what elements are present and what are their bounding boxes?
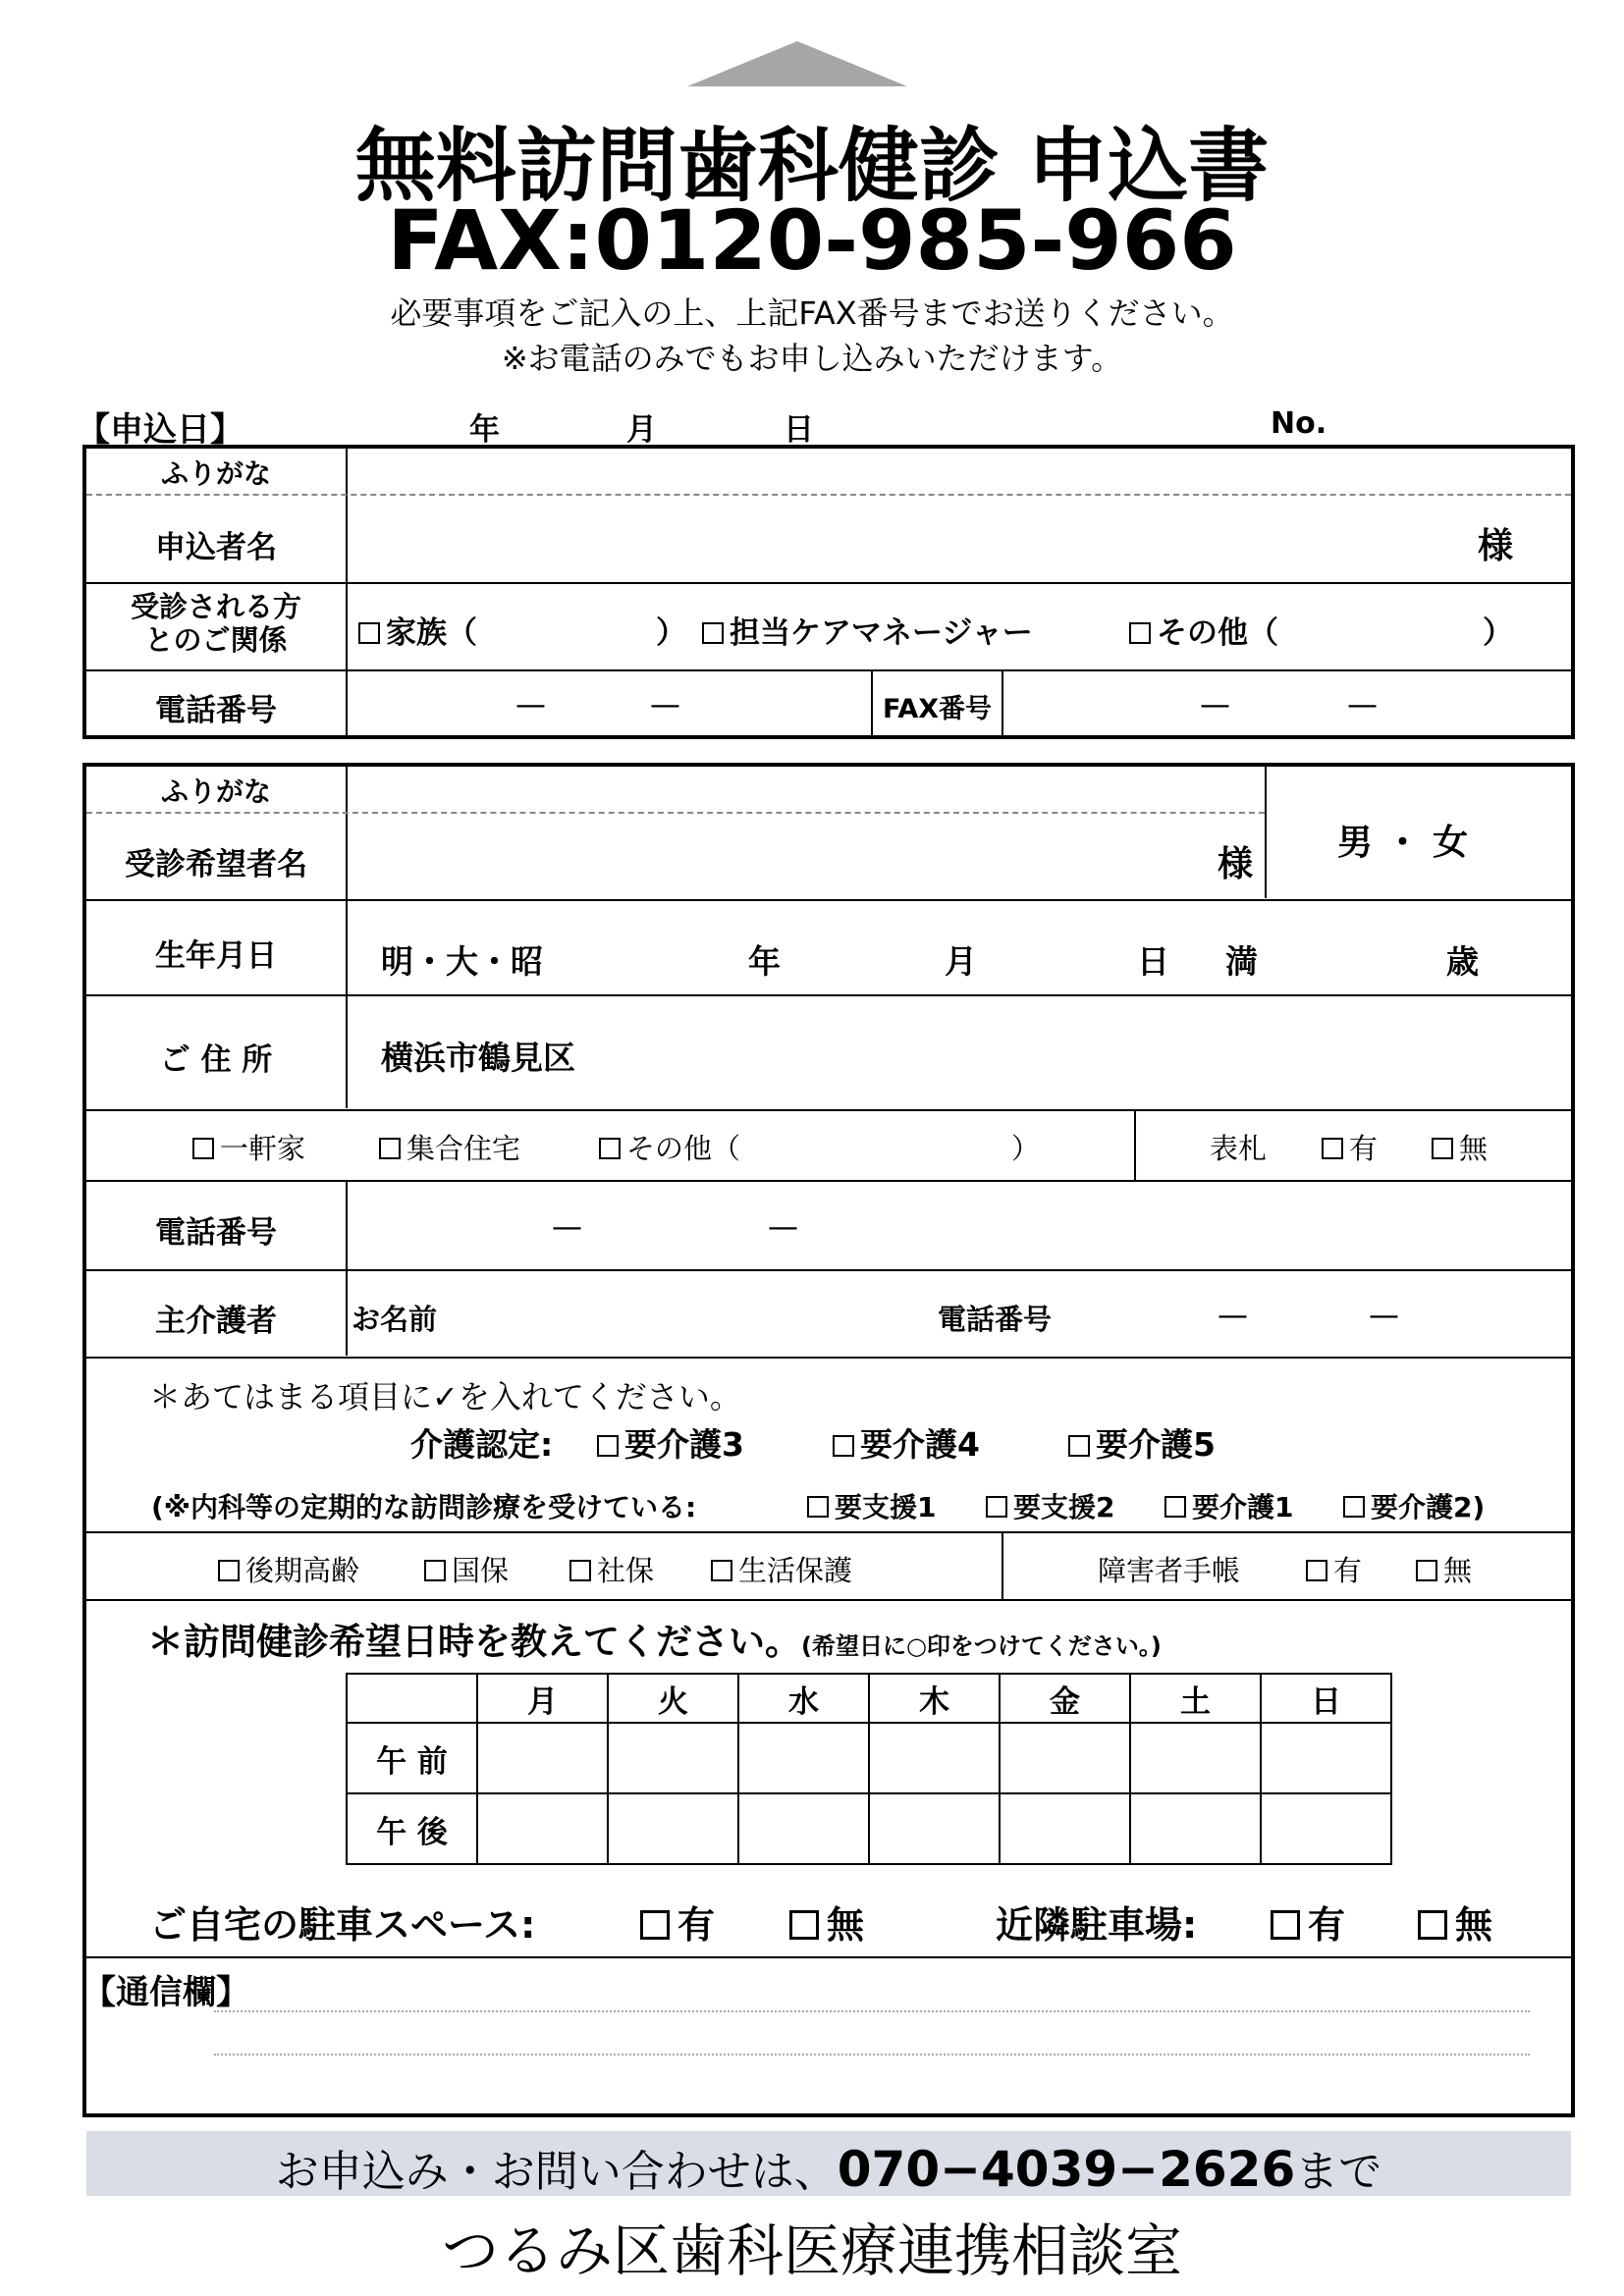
instruction-2: ※お電話のみでもお申し込みいただけます。 (501, 340, 1123, 377)
day-header: 月 (477, 1674, 608, 1723)
schedule-cell[interactable] (1000, 1793, 1130, 1864)
caregiver-phone-label: 電話番号 (938, 1303, 1053, 1336)
checkbox-icon[interactable] (192, 1138, 214, 1159)
patient-sama: 様 (1218, 844, 1254, 884)
kaigo-1[interactable]: 要介護1 (1164, 1486, 1293, 1525)
caregiver-phone-dash-2: — (1369, 1298, 1399, 1333)
relation-family-option[interactable]: 家族（ (358, 608, 477, 652)
checkbox-icon[interactable] (986, 1496, 1007, 1518)
checkbox-icon[interactable] (1306, 1560, 1327, 1581)
care-level-4[interactable]: 要介護4 (833, 1419, 980, 1466)
number-label: No. (1271, 406, 1327, 441)
patient-phone-dash-2: — (768, 1209, 798, 1245)
relation-other-close: ） (1483, 615, 1513, 651)
checkbox-icon[interactable] (424, 1560, 446, 1581)
form-title: 無料訪問歯科健診 申込書 (354, 120, 1270, 213)
birthdate-label: 生年月日 (155, 938, 277, 974)
date-month: 月 (626, 412, 657, 448)
support-1[interactable]: 要支援1 (807, 1486, 936, 1525)
nearby-parking-label: 近隣駐車場: (996, 1903, 1198, 1947)
applicant-sama: 様 (1478, 526, 1514, 566)
schedule-heading: ＊訪問健診希望日時を教えてください。(希望日に○印をつけてください。) (147, 1621, 1162, 1663)
care-level-3[interactable]: 要介護3 (597, 1419, 744, 1466)
schedule-cell[interactable] (1000, 1723, 1130, 1793)
address-label: ご 住 所 (159, 1042, 273, 1078)
patient-name-field[interactable] (353, 817, 1237, 895)
nameplate-label: 表札 (1210, 1132, 1268, 1165)
applicant-fax-dash-2: — (1347, 687, 1378, 722)
schedule-cell[interactable] (869, 1723, 1000, 1793)
home-parking-yes[interactable]: 有 (640, 1895, 715, 1949)
checkbox-icon[interactable] (1164, 1496, 1186, 1518)
schedule-cell[interactable] (477, 1723, 608, 1793)
header-triangle (687, 41, 907, 86)
schedule-cell[interactable] (738, 1723, 869, 1793)
schedule-grid (346, 1673, 1392, 1865)
housing-other-option[interactable]: その他（ (599, 1127, 740, 1167)
gender-options[interactable]: 男 ・ 女 (1337, 823, 1469, 863)
patient-furigana-label: ふりがな (160, 775, 271, 808)
applicant-fax-label: FAX番号 (882, 694, 993, 724)
checkbox-icon[interactable] (1068, 1435, 1090, 1457)
instruction-1: 必要事項をご記入の上、上記FAX番号までお送りください。 (390, 294, 1234, 332)
checkbox-icon[interactable] (379, 1138, 401, 1159)
age-unit: 歳 (1446, 942, 1479, 981)
organization-name: つるみ区歯科医療連携相談室 (441, 2217, 1182, 2284)
insurance-elderly[interactable]: 後期高齢 (218, 1549, 359, 1589)
age-full-label: 満 (1225, 942, 1258, 981)
housing-other-close: ） (1011, 1132, 1041, 1165)
pm-label: 午 後 (347, 1793, 477, 1864)
schedule-cell[interactable] (1130, 1723, 1261, 1793)
nameplate-no[interactable]: 無 (1432, 1127, 1488, 1167)
relation-family-close: ） (656, 615, 686, 651)
care-cert-label: 介護認定: (410, 1425, 554, 1464)
checkbox-icon[interactable] (218, 1560, 240, 1581)
fax-number: FAX:0120-985-966 (387, 192, 1237, 289)
contact-line: お申込み・お問い合わせは、070−4039−2626まで (275, 2141, 1382, 2198)
disability-no[interactable]: 無 (1416, 1549, 1472, 1589)
disability-label: 障害者手帳 (1098, 1554, 1241, 1587)
applicant-phone-dash-2: — (650, 687, 680, 722)
applicant-furigana-label: ふりがな (160, 457, 271, 490)
checkbox-icon[interactable] (1432, 1138, 1453, 1159)
checkbox-icon[interactable] (569, 1560, 591, 1581)
check-note: ＊あてはまる項目に✓を入れてください。 (149, 1378, 741, 1415)
birth-day: 日 (1137, 942, 1169, 981)
schedule-cell[interactable] (1261, 1793, 1391, 1864)
checkbox-icon[interactable] (1271, 1910, 1300, 1940)
birth-month: 月 (945, 942, 977, 981)
applicant-name-label: 申込者名 (155, 530, 277, 565)
checkbox-icon[interactable] (640, 1910, 670, 1940)
checkbox-icon[interactable] (1418, 1910, 1447, 1940)
address-value[interactable]: 横浜市鶴見区 (381, 1039, 575, 1077)
schedule-cell[interactable] (738, 1793, 869, 1864)
schedule-cell[interactable] (869, 1793, 1000, 1864)
regular-visit-note: (※内科等の定期的な訪問診療を受けている: (151, 1491, 697, 1523)
application-date-label: 【申込日】 (77, 410, 244, 450)
relation-care-manager-option[interactable]: 担当ケアマネージャー (702, 608, 1033, 652)
apartment-option[interactable]: 集合住宅 (379, 1127, 520, 1167)
date-year: 年 (469, 412, 500, 448)
checkbox-icon[interactable] (711, 1560, 732, 1581)
checkbox-icon[interactable] (1416, 1560, 1437, 1581)
schedule-cell[interactable] (1261, 1723, 1391, 1793)
day-header: 水 (738, 1674, 869, 1723)
checkbox-icon[interactable] (1129, 622, 1151, 644)
era-options[interactable]: 明・大・昭 (381, 942, 543, 981)
house-option[interactable]: 一軒家 (192, 1127, 305, 1167)
care-level-5[interactable]: 要介護5 (1068, 1419, 1216, 1466)
comments-field[interactable] (196, 2002, 1532, 2101)
nameplate-yes[interactable]: 有 (1322, 1127, 1378, 1167)
schedule-cell[interactable] (1130, 1793, 1261, 1864)
insurance-social[interactable]: 社保 (569, 1549, 654, 1589)
nearby-parking-no[interactable]: 無 (1418, 1895, 1492, 1949)
checkbox-icon[interactable] (833, 1435, 854, 1457)
applicant-fax-dash-1: — (1200, 687, 1230, 722)
home-parking-label: ご自宅の駐車スペース: (149, 1903, 536, 1947)
day-header: 土 (1130, 1674, 1261, 1723)
checkbox-icon[interactable] (358, 622, 380, 644)
day-header: 火 (608, 1674, 738, 1723)
insurance-welfare[interactable]: 生活保護 (711, 1549, 852, 1589)
relation-label: 受診される方 とのご関係 (130, 590, 301, 657)
applicant-name-field[interactable] (353, 499, 1502, 577)
applicant-phone-dash-1: — (515, 687, 546, 722)
nearby-parking-yes[interactable]: 有 (1271, 1895, 1345, 1949)
schedule-cell[interactable] (608, 1723, 738, 1793)
support-2[interactable]: 要支援2 (986, 1486, 1114, 1525)
patient-phone-dash-1: — (552, 1209, 582, 1245)
kaigo-2[interactable]: 要介護2) (1343, 1486, 1485, 1525)
caregiver-phone-dash-1: — (1218, 1298, 1248, 1333)
relation-other-option[interactable]: その他（ (1129, 608, 1278, 652)
grid-corner (347, 1674, 477, 1723)
patient-name-label: 受診希望者名 (125, 847, 307, 882)
day-header: 金 (1000, 1674, 1130, 1723)
disability-yes[interactable]: 有 (1306, 1549, 1362, 1589)
comments-label: 【通信欄】 (82, 1973, 249, 2012)
schedule-cell[interactable] (477, 1793, 608, 1864)
am-label: 午 前 (347, 1723, 477, 1793)
day-header: 日 (1261, 1674, 1391, 1723)
home-parking-no[interactable]: 無 (789, 1895, 864, 1949)
checkbox-icon[interactable] (702, 622, 724, 644)
schedule-cell[interactable] (608, 1793, 738, 1864)
insurance-national[interactable]: 国保 (424, 1549, 509, 1589)
applicant-phone-label: 電話番号 (155, 693, 277, 728)
checkbox-icon[interactable] (597, 1435, 619, 1457)
patient-phone-label: 電話番号 (155, 1215, 277, 1251)
day-header: 木 (869, 1674, 1000, 1723)
checkbox-icon[interactable] (789, 1910, 819, 1940)
checkbox-icon[interactable] (1343, 1496, 1365, 1518)
birth-year: 年 (748, 942, 781, 981)
date-day: 日 (784, 412, 814, 448)
checkbox-icon[interactable] (599, 1138, 621, 1159)
checkbox-icon[interactable] (807, 1496, 829, 1518)
caregiver-name-label: お名前 (352, 1303, 438, 1336)
checkbox-icon[interactable] (1322, 1138, 1343, 1159)
caregiver-label: 主介護者 (155, 1304, 277, 1339)
